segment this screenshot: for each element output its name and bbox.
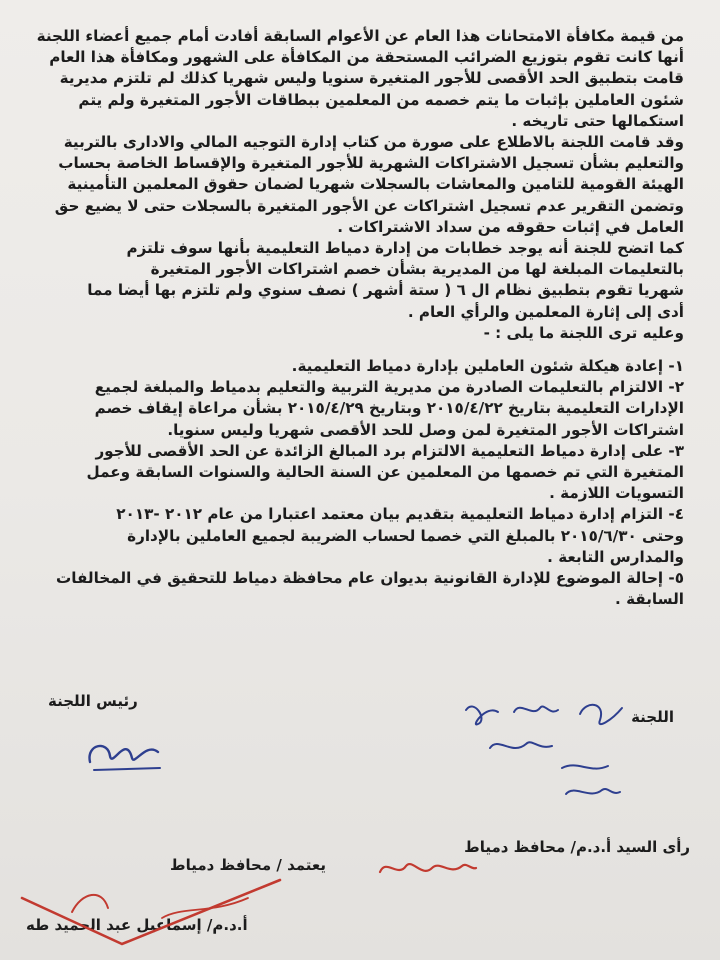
document-body [36, 26, 684, 610]
text-line: العامل في إثبات حقوقه من سداد الاشتراكات . [337, 217, 684, 236]
recommendations-intro [36, 323, 684, 344]
text-line: ٢- الالتزام بالتعليمات الصادرة من مديرية التربية والتعليم بدمياط والمبلغة لجميع [94, 378, 684, 397]
text-line: ٤- التزام إدارة دمياط التعليمية بتقديم بيان معتمد اعتبارا من عام ٢٠١٢ -٢٠١٣ [116, 505, 684, 524]
text-line: وعليه ترى اللجنة ما يلى : - [483, 323, 684, 342]
recommendation-3 [36, 441, 684, 505]
text-line: شئون العاملين بإثبات ما يتم خصمه من المعلمين ببطاقات الأجور المتغيرة ولم يتم [78, 90, 684, 109]
text-line: وحتى ٢٠١٥/٦/٣٠ بالمبلغ التي خصما لحساب الضريبة لجميع العاملين بالإدارة [127, 526, 684, 545]
text-line: وتضمن التقرير عدم تسجيل اشتراكات عن الأجور المتغيرة بالسجلات حتى لا يضيع حق [54, 196, 684, 215]
text-line: الإدارات التعليمية بتاريخ ٢٠١٥/٤/٢٢ وبتاريخ ٢٠١٥/٤/٢٩ بشأن مراعاة إيقاف خصم [94, 399, 684, 418]
text-line: اشتراكات الأجور المتغيرة لمن وصل للحد الأقصى شهريا وليس سنويا. [167, 420, 684, 439]
governor-opinion-label: رأى السيد أ.د.م/ محافظ دمياط [464, 838, 690, 856]
text-line: أدى إلى إثارة المعلمين والرأي العام . [407, 302, 684, 321]
chair-signature [80, 722, 170, 782]
paragraph-2 [36, 132, 684, 238]
text-line: قامت بتطبيق الحد الأقصى للأجور المتغيرة سنويا وليس شهريا كذلك لم تلتزم مديرية [59, 69, 684, 88]
text-line: والتعليم بشأن تسجيل الاشتراكات الشهرية للأجور المتغيرة والإقساط الخاصة بحساب [58, 154, 684, 173]
text-line: بالتعليمات المبلغة لها من المديرية بشأن خصم اشتراكات الأجور المتغيرة [150, 260, 684, 279]
text-line: المتغيرة التي تم خصمها من المعلمين عن السنة الحالية والسنوات السابقة وعمل [86, 463, 684, 482]
approval-label: يعتمد / محافظ دمياط [170, 856, 327, 874]
paragraph-1 [36, 26, 684, 132]
text-line: من قيمة مكافأة الامتحانات هذا العام عن الأعوام السابقة أفادت أمام جميع أعضاء اللجنة [36, 27, 684, 45]
text-line: أنها كانت تقوم بتوزيع الضرائب المستحقة من المكافأة على الشهور ومكافأة هذا العام [49, 48, 684, 67]
paragraph-3 [36, 238, 684, 323]
recommendation-1 [36, 356, 684, 377]
recommendation-4 [36, 504, 684, 568]
text-line: والمدارس التابعة . [547, 547, 684, 566]
text-line: كما اتضح للجنة أنه يوجد خطابات من إدارة دمياط التعليمية بأنها سوف تلتزم [126, 239, 684, 258]
text-line: استكمالها حتى تاريخه . [511, 111, 684, 130]
text-line: وقد قامت اللجنة بالاطلاع على صورة من كتاب إدارة التوجيه المالي والادارى بالتربية [63, 133, 684, 152]
text-line: السابقة . [615, 590, 684, 609]
governor-red-signature [372, 848, 482, 888]
text-line: شهريا تقوم بتطبيق نظام ال ٦ ( ستة أشهر ) نصف سنوي ولم تلتزم بها أيضا مما [87, 281, 684, 300]
governor-name: أ.د.م/ إسماعيل عبد الحميد طه [26, 916, 248, 934]
text-line: ٥- إحالة الموضوع للإدارة القانونية بديوان عام محافظة دمياط للتحقيق في المخالفات [56, 569, 684, 588]
text-line: التسويات اللازمة . [549, 484, 684, 503]
committee-chair-label: رئيس اللجنة [48, 692, 138, 710]
text-line: ١- إعادة هيكلة شئون العاملين بإدارة دمياط التعليمية. [291, 357, 684, 376]
text-line: الهيئة القومية للتامين والمعاشات بالسجلات شهريا لضمان حقوق المعلمين التأمينية [67, 175, 684, 194]
recommendation-5 [36, 568, 684, 610]
committee-label: اللجنة [631, 708, 674, 726]
governor-approval-signature [12, 858, 312, 958]
committee-signatures [440, 690, 660, 820]
recommendation-2 [36, 377, 684, 441]
text-line: ٣- على إدارة دمياط التعليمية الالتزام برد المبالغ الزائدة عن الحد الأقصى للأجور [95, 441, 684, 460]
